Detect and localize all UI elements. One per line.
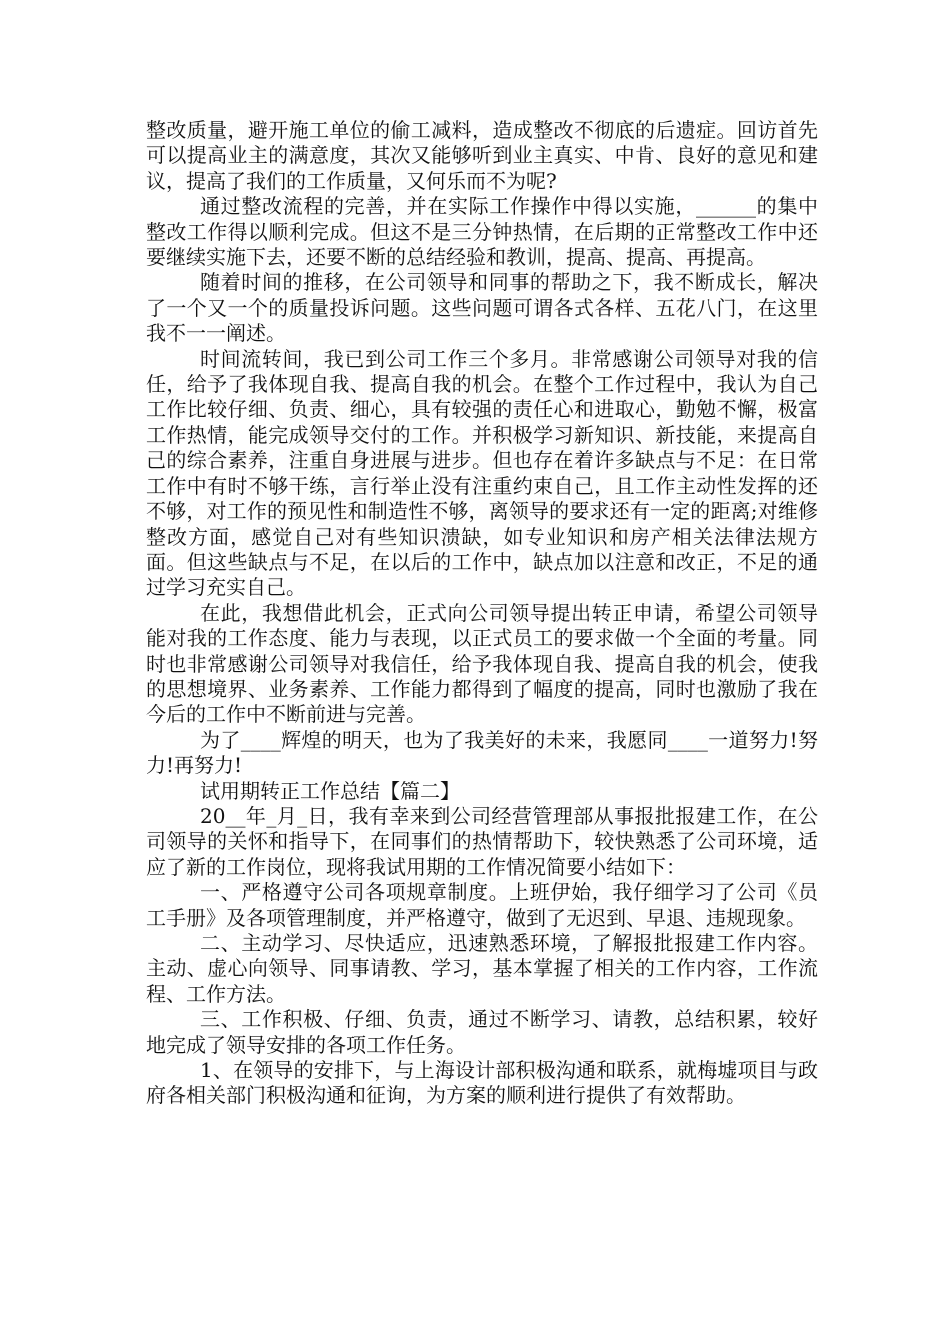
document-body (146, 118, 818, 1109)
paragraph: 通过整改流程的完善，并在实际工作操作中得以实施，______的集中整改工作得以顺利完成。但这不是三分钟热情，在后期的正常整改工作中还要继续实施下去，还要不断的总结经验和教训，提高、提高、再提高。 (146, 194, 818, 270)
section-heading: 试用期转正工作总结【篇二】 (200, 778, 460, 803)
paragraph: 一、严格遵守公司各项规章制度。上班伊始，我仔细学习了公司《员工手册》及各项管理制度，并严格遵守，做到了无迟到、早退、违规现象。 (146, 880, 818, 930)
paragraph: 1、在领导的安排下，与上海设计部积极沟通和联系，就梅墟项目与政府各相关部门积极沟通和征询，为方案的顺利进行提供了有效帮助。 (146, 1058, 818, 1108)
paragraph: 在此，我想借此机会，正式向公司领导提出转正申请，希望公司领导能对我的工作态度、能力与表现，以正式员工的要求做一个全面的考量。同时也非常感谢公司领导对我信任，给予我体现自我、提高自我的机会，使我的思想境界、业务素养、工作能力都得到了幅度的提高，同时也激励了我在今后的工作中不断前进与完善。 (146, 600, 818, 727)
paragraph: 整改质量，避开施工单位的偷工减料，造成整改不彻底的后遗症。回访首先可以提高业主的满意度，其次又能够听到业主真实、中肯、良好的意见和建议，提高了我们的工作质量，又何乐而不为呢? (146, 118, 818, 193)
paragraph: 20__年_月_日，我有幸来到公司经营管理部从事报批报建工作，在公司领导的关怀和指导下，在同事们的热情帮助下，较快熟悉了公司环境，适应了新的工作岗位，现将我试用期的工作情况简要小结如下： (146, 803, 818, 879)
paragraph: 三、工作积极、仔细、负责，通过不断学习、请教，总结积累，较好地完成了领导安排的各项工作任务。 (146, 1007, 818, 1057)
paragraph: 二、主动学习、尽快适应，迅速熟悉环境，了解报批报建工作内容。主动、虚心向领导、同事请教、学习，基本掌握了相关的工作内容，工作流程、工作方法。 (146, 931, 818, 1006)
paragraph: 随着时间的推移，在公司领导和同事的帮助之下，我不断成长，解决了一个又一个的质量投诉问题。这些问题可谓各式各样、五花八门，在这里我不一一阐述。 (146, 270, 818, 346)
paragraph: 为了____辉煌的明天，也为了我美好的未来，我愿同____一道努力!努力!再努力! (146, 727, 818, 778)
paragraph: 时间流转间，我已到公司工作三个多月。非常感谢公司领导对我的信任，给予了我体现自我、提高自我的机会。在整个工作过程中，我认为自己工作比较仔细、负责、细心，具有较强的责任心和进取心，勤勉不懈，极富工作热情，能完成领导交付的工作。并积极学习新知识、新技能，来提高自己的综合素养，注重自身进展与进步。但也存在着许多缺点与不足：在日常工作中有时不够干练，言行举止没有注重约束自己，且工作主动性发挥的还不够，对工作的预见性和制造性不够，离领导的要求还有一定的距离;对维修整改方面，感觉自己对有些知识溃缺，如专业知识和房产相关法律法规方面。但这些缺点与不足，在以后的工作中，缺点加以注意和改正，不足的通过学习充实自己。 (146, 346, 818, 600)
